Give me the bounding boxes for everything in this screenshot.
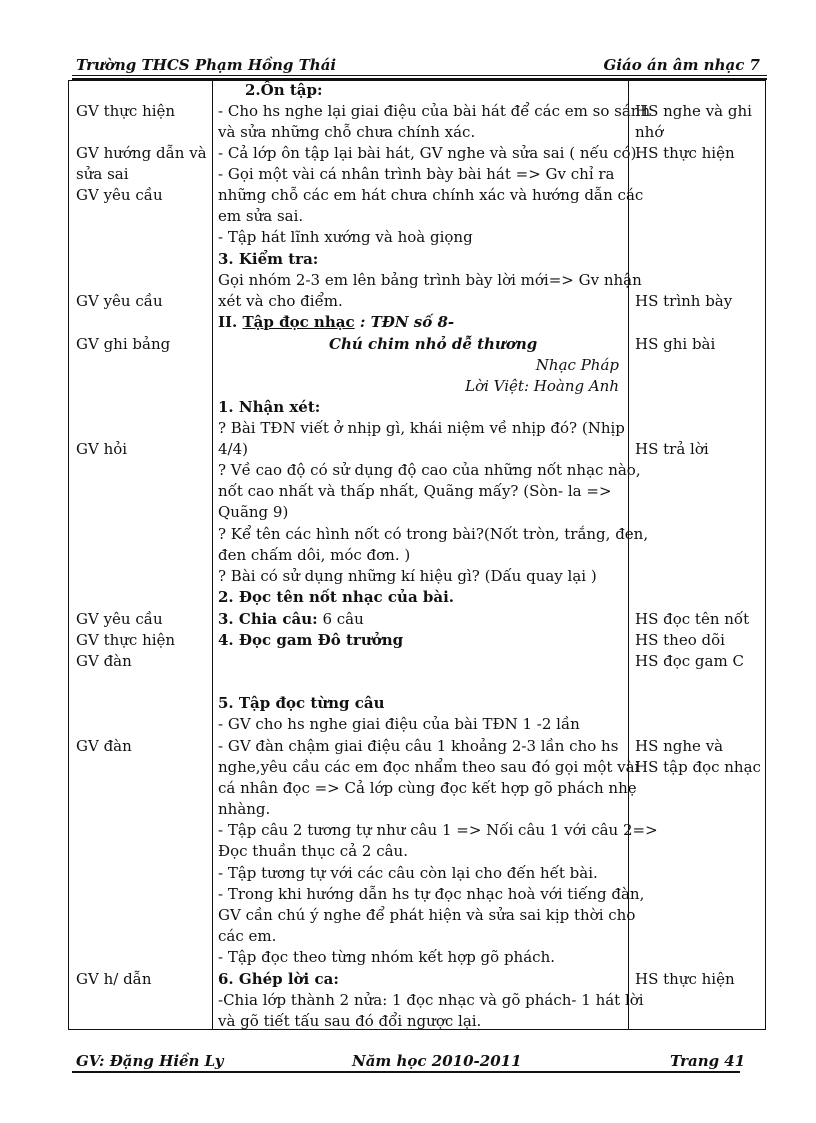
content-line: và sửa những chỗ chưa chính xác. [218,123,476,141]
content-line: - Gọi một vài cá nhân trình bày bài hát => Gv chỉ ra [218,165,615,183]
teacher-activity: GV h/ dẫn [76,970,152,988]
content-line: - Tập hát lĩnh xướng và hoà giọng [218,228,473,246]
student-activity: HS theo dõi [635,631,725,649]
content-line: ? Về cao độ có sử dụng độ cao của những nốt nhạc nào, [218,461,641,479]
section-heading: 5. Tập đọc từng câu [218,694,385,712]
student-activity: HS tập đọc nhạc [635,758,761,776]
content-line: cá nhân đọc => Cả lớp cùng đọc kết hợp gõ phách nhẹ [218,779,637,797]
teacher-activity: GV thực hiện [76,102,176,120]
content-line: các em. [218,927,277,945]
teacher-activity: GV yêu cầu [76,292,163,310]
section-label: 3. Chia câu: [218,610,318,628]
teacher-activity: GV hỏi [76,440,128,458]
teacher-activity: GV yêu cầu [76,610,163,628]
content-line: -Chia lớp thành 2 nửa: 1 đọc nhạc và gõ phách- 1 hát lời [218,991,644,1009]
lesson-table [68,80,766,1030]
student-activity: HS thực hiện [635,144,735,162]
teacher-activity: GV yêu cầu [76,186,163,204]
header-rule-thin [72,75,767,76]
student-activity: nhớ [635,123,664,141]
content-line: ? Bài TĐN viết ở nhịp gì, khái niệm về nhịp đó? (Nhịp [218,419,625,437]
student-activity: HS nghe và ghi [635,102,752,120]
content-line: - Trong khi hướng dẫn hs tự đọc nhạc hoà với tiếng đàn, [218,885,645,903]
teacher-activity: GV hướng dẫn và [76,144,207,162]
section-heading: 4. Đọc gam Đô trưởng [218,631,404,649]
content-line: xét và cho điểm. [218,292,343,310]
section-heading: 1. Nhận xét: [218,398,321,416]
student-activity: HS nghe và [635,737,724,755]
footer-school-year: Năm học 2010-2011 [352,1052,522,1070]
student-activity: HS ghi bài [635,335,716,353]
header-subject: Giáo án âm nhạc 7 [603,56,760,74]
song-composer: Nhạc Pháp [535,356,619,374]
content-line: - Cho hs nghe lại giai điệu của bài hát để các em so sánh [218,102,651,120]
footer-teacher: GV: Đặng Hiền Ly [76,1052,224,1070]
section-heading [218,312,454,333]
content-line: Đọc thuần thục cả 2 câu. [218,842,408,860]
student-activity: HS đọc tên nốt [635,610,750,628]
content-line: - GV đàn chậm giai điệu câu 1 khoảng 2-3 lần cho hs [218,737,619,755]
student-activity: HS thực hiện [635,970,735,988]
section-number: II. [218,313,243,331]
section-value: 6 câu [317,610,364,628]
content-line: những chỗ các em hát chưa chính xác và hướng dẫn các [218,186,644,204]
section-heading: 6. Ghép lời ca: [218,970,339,988]
content-line: - Tập tương tự với các câu còn lại cho đến hết bài. [218,864,598,882]
student-activity: HS trả lời [635,440,709,458]
song-lyricist: Lời Việt: Hoàng Anh [465,377,619,395]
content-line: đen chấm dôi, móc đơn. ) [218,546,411,564]
content-line: GV cần chú ý nghe để phát hiện và sửa sai kịp thời cho [218,906,636,924]
teacher-activity: GV thực hiện [76,631,176,649]
teacher-activity: GV ghi bảng [76,335,171,353]
student-activity: HS trình bày [635,292,733,310]
section-heading: 3. Kiểm tra: [218,250,319,268]
content-line: - Tập đọc theo từng nhóm kết hợp gõ phách. [218,948,555,966]
content-line: ? Bài có sử dụng những kí hiệu gì? (Dấu quay lại ) [218,567,597,585]
footer-rule [72,1071,740,1073]
teacher-activity: GV đàn [76,737,132,755]
footer-page-number: Trang 41 [670,1052,746,1070]
student-activity: HS đọc gam C [635,652,744,670]
section-title: Tập đọc nhạc [242,313,355,331]
section-subtitle: : TĐN số 8- [354,313,455,331]
content-line: - Tập câu 2 tương tự như câu 1 => Nối câu 1 với câu 2=> [218,821,658,839]
content-line: Gọi nhóm 2-3 em lên bảng trình bày lời mới=> Gv nhận [218,271,642,289]
header-school: Trường THCS Phạm Hồng Thái [76,56,337,74]
section-heading: 2. Đọc tên nốt nhạc của bài. [218,588,455,606]
column-divider-1 [212,81,213,1029]
song-title: Chú chim nhỏ dễ thương [329,335,538,353]
section-heading: 2.Ôn tập: [245,81,323,99]
content-line: nốt cao nhất và thấp nhất, Quãng mấy? (Sòn- la => [218,482,612,500]
teacher-activity: GV đàn [76,652,132,670]
content-line: - Cả lớp ôn tập lại bài hát, GV nghe và sửa sai ( nếu có). [218,144,642,162]
section-heading [218,609,364,630]
content-line: và gõ tiết tấu sau đó đổi ngược lại. [218,1012,482,1030]
content-line: Quãng 9) [218,503,289,521]
content-line: - GV cho hs nghe giai điệu của bài TĐN 1 -2 lần [218,715,580,733]
content-line: ? Kể tên các hình nốt có trong bài?(Nốt tròn, trắng, đen, [218,525,649,543]
teacher-activity: sửa sai [76,165,129,183]
content-line: em sửa sai. [218,207,304,225]
content-line: 4/4) [218,440,248,458]
content-line: nhàng. [218,800,271,818]
content-line: nghe,yêu cầu các em đọc nhẩm theo sau đó gọi một vài [218,758,640,776]
